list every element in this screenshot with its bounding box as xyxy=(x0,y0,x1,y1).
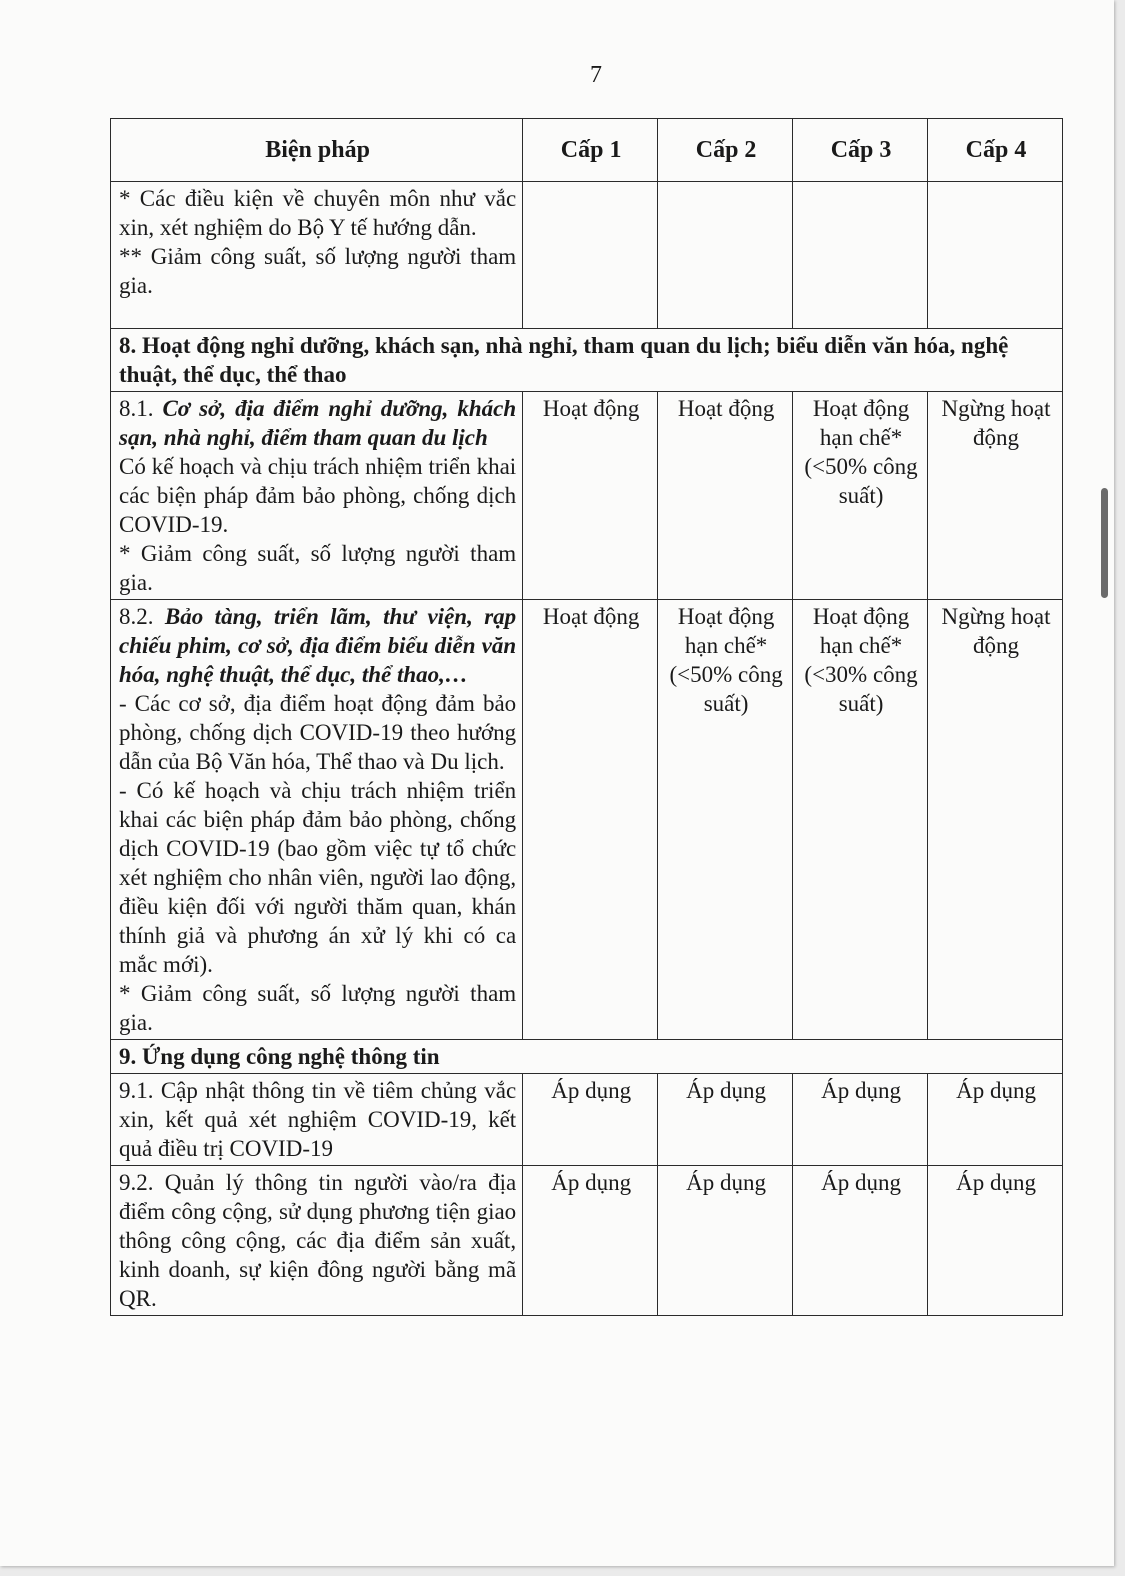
item-8-1-cell xyxy=(111,392,523,600)
item-8-2-level-2: Hoạt động hạn chế* (<50% công suất) xyxy=(658,600,793,1040)
header-measure: Biện pháp xyxy=(111,119,523,182)
item-8-2-level-1: Hoạt động xyxy=(523,600,658,1040)
item-8-2-title: Bảo tàng, triển lãm, thư viện, rạp chiếu phim, cơ sở, địa điểm biểu diễn văn hóa, nghệ thuật, thể dục, thể thao,… xyxy=(119,604,517,687)
item-8-1-level-1: Hoạt động xyxy=(523,392,658,600)
item-8-2-cell xyxy=(111,600,523,1040)
item-8-2-level-4: Ngừng hoạt động xyxy=(928,600,1063,1040)
item-8-1-title: Cơ sở, địa điểm nghỉ dưỡng, khách sạn, nhà nghỉ, điểm tham quan du lịch xyxy=(119,396,517,450)
item-8-1-level-4: Ngừng hoạt động xyxy=(928,392,1063,600)
item-9-2-level-4: Áp dụng xyxy=(928,1166,1063,1316)
header-level-2: Cấp 2 xyxy=(658,119,793,182)
item-8-2-line: * Giảm công suất, số lượng người tham gia. xyxy=(119,981,517,1035)
item-8-2-level-3: Hoạt động hạn chế* (<30% công suất) xyxy=(793,600,928,1040)
header-level-4: Cấp 4 xyxy=(928,119,1063,182)
item-9-2-cell: 9.2. Quản lý thông tin người vào/ra địa điểm công cộng, sử dụng phương tiện giao thông công cộng, các địa điểm sản xuất, kinh doanh, sự kiện đông người bằng mã QR. xyxy=(111,1166,523,1316)
item-8-1-level-3: Hoạt động hạn chế* (<50% công suất) xyxy=(793,392,928,600)
item-9-2-level-2: Áp dụng xyxy=(658,1166,793,1316)
item-8-1-line: Có kế hoạch và chịu trách nhiệm triển khai các biện pháp đảm bảo phòng, chống dịch COVID-19. xyxy=(119,454,517,537)
header-level-1: Cấp 1 xyxy=(523,119,658,182)
item-9-2-level-3: Áp dụng xyxy=(793,1166,928,1316)
header-level-3: Cấp 3 xyxy=(793,119,928,182)
section-8-title: 8. Hoạt động nghỉ dưỡng, khách sạn, nhà nghỉ, tham quan du lịch; biểu diễn văn hóa, nghệ thuật, thể dục, thể thao xyxy=(111,329,1063,392)
table-header-row xyxy=(111,119,1063,182)
item-8-2-line: - Có kế hoạch và chịu trách nhiệm triển khai các biện pháp đảm bảo phòng, chống dịch COVID-19 (bao gồm việc tự tổ chức xét nghiệm cho nhân viên, người lao động, điều kiện đối với người thăm quan, khán thính giả và phương án xử lý khi có ca mắc mới). xyxy=(119,778,517,977)
item-9-1-cell: 9.1. Cập nhật thông tin về tiêm chủng vắc xin, kết quả xét nghiệm COVID-19, kết quả điều trị COVID-19 xyxy=(111,1074,523,1166)
note-line: ** Giảm công suất, số lượng người tham gia. xyxy=(119,244,517,298)
item-8-1-line: * Giảm công suất, số lượng người tham gia. xyxy=(119,541,517,595)
table-row xyxy=(111,600,1063,1040)
page-number: 7 xyxy=(590,62,602,88)
item-8-2-line: - Các cơ sở, địa điểm hoạt động đảm bảo phòng, chống dịch COVID-19 theo hướng dẫn của Bộ Văn hóa, Thể thao và Du lịch. xyxy=(119,691,517,774)
section-row xyxy=(111,1040,1063,1074)
item-9-2-level-1: Áp dụng xyxy=(523,1166,658,1316)
item-8-1-level-2: Hoạt động xyxy=(658,392,793,600)
note-line: * Các điều kiện về chuyên môn như vắc xin, xét nghiệm do Bộ Y tế hướng dẫn. xyxy=(119,186,517,240)
item-9-1-level-3: Áp dụng xyxy=(793,1074,928,1166)
section-row xyxy=(111,329,1063,392)
table-row xyxy=(111,182,1063,329)
table-row xyxy=(111,1074,1063,1166)
table-row xyxy=(111,1166,1063,1316)
table-row xyxy=(111,392,1063,600)
item-9-1-level-4: Áp dụng xyxy=(928,1074,1063,1166)
item-9-1-level-2: Áp dụng xyxy=(658,1074,793,1166)
item-8-2-prefix: 8.2. xyxy=(119,604,165,629)
measures-table xyxy=(110,118,1063,1316)
section-9-title: 9. Ứng dụng công nghệ thông tin xyxy=(111,1040,1063,1074)
continued-notes-cell xyxy=(111,182,523,329)
scrollbar-thumb[interactable] xyxy=(1101,488,1108,598)
item-8-1-prefix: 8.1. xyxy=(119,396,163,421)
item-9-1-level-1: Áp dụng xyxy=(523,1074,658,1166)
